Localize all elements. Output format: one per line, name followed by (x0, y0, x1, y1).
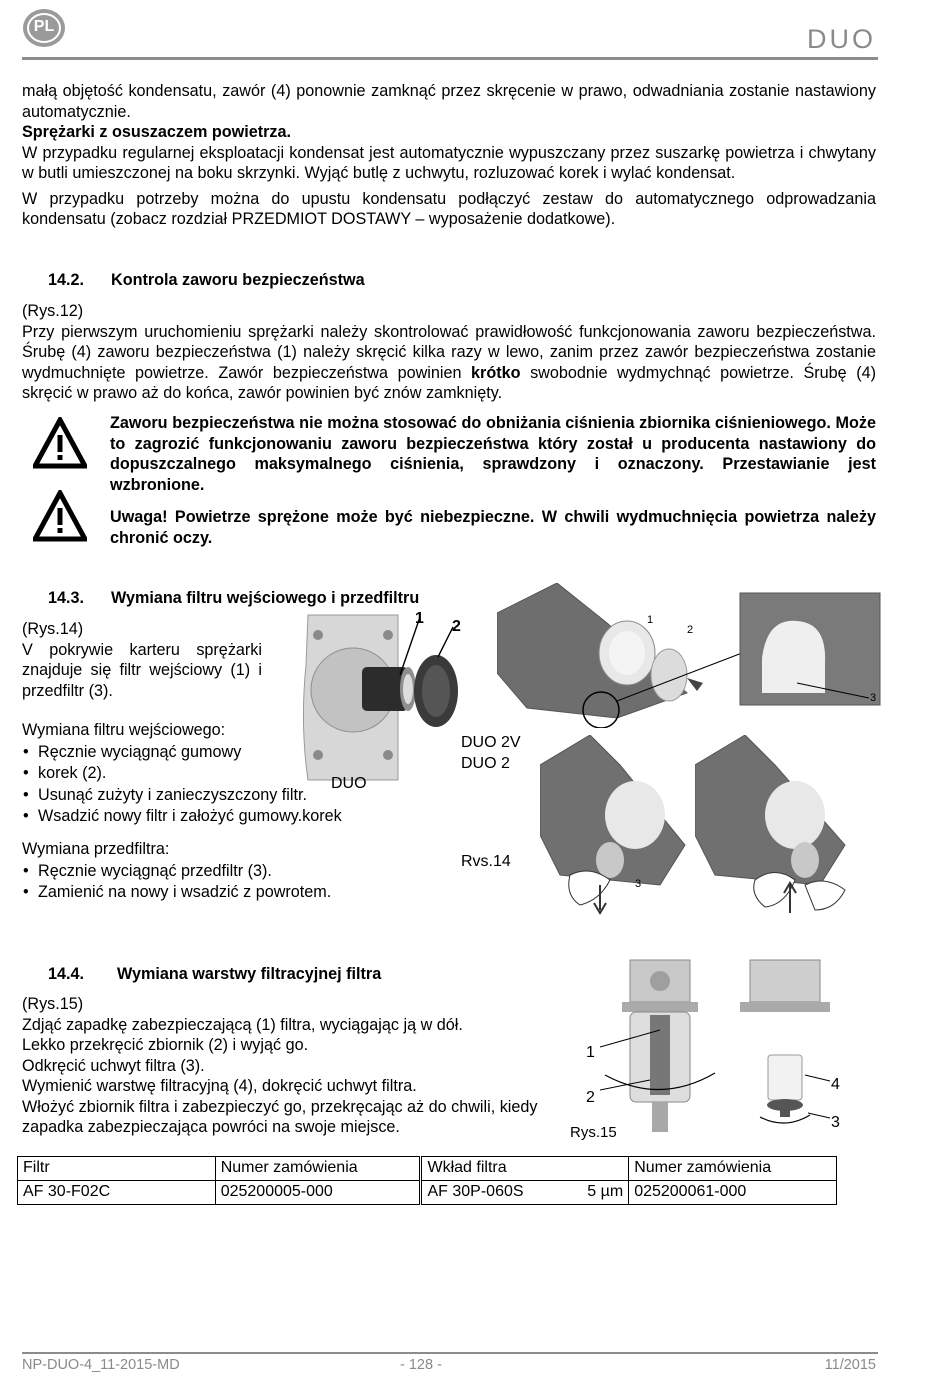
instructions-heading: Wymiana filtru wejściowego: (22, 721, 226, 739)
figure-air-filter (600, 955, 840, 1155)
paragraph-text: Przy pierwszym uruchomieniu sprężarki należy skontrolować prawidłowość funkcjonowania zaworu bezpieczeństwa. Śrubę (4) zaworu bezpieczeństwa (1) należy skręcić kilka razy w lewo, zanim przez zawór bezpieczeństwa zostanie wydmuchnięte powietrze. Zawór bezpieczeństwa powinien (22, 322, 876, 382)
section-title: Wymiana warstwy filtracyjnej filtra (117, 965, 382, 983)
language-badge (22, 8, 66, 48)
prefilter-steps-list (22, 861, 442, 904)
svg-text:2: 2 (687, 624, 694, 636)
filter-location-text: V pokrywie karteru sprężarki znajduje się filtr wejściowy (1) i przedfiltr (3). (22, 640, 262, 700)
svg-text:3: 3 (635, 878, 642, 890)
list-item: • Usunąć zużyty i zanieczyszczony filtr. (22, 785, 442, 807)
inlet-filter-instructions (22, 720, 442, 828)
svg-text:3: 3 (870, 692, 877, 704)
figure-callout-2: 2 (452, 618, 461, 635)
intro-paragraph-1: małą objętość kondensatu, zawór (4) ponownie zamknąć przez skręcenie w prawo, odwadniania zostanie nastawiony automatycznie. (22, 82, 876, 121)
list-item: • Ręcznie wyciągnąć przedfiltr (3). (22, 861, 442, 883)
header-rule (22, 57, 878, 60)
list-item: • Wsadzić nowy filtr i założyć gumowy.korek (22, 806, 442, 828)
list-item: • korek (2). (22, 763, 442, 785)
step-line: Zdjąć zapadkę zabezpieczającą (1) filtra, wyciągając ją w dół. (22, 1015, 463, 1034)
section-title: Wymiana filtru wejściowego i przedfiltru (111, 589, 420, 607)
intro-paragraph-3: W przypadku potrzeby można do upustu kondensatu podłączyć zestaw do automatycznego odprowadzania kondensatu (zobacz rozdział PRZEDMIOT DOSTAWY – wyposażenie dodatkowe). (22, 189, 876, 228)
warning-text-air: Uwaga! Powietrze sprężone może być niebezpieczne. W chwili wydmuchnięcia powietrza należy chronić oczy. (110, 508, 876, 547)
paragraph-text: swobodnie wydmychnąć powietrze. Śrubę (4) skręcić w prawo aż do końca, zawór powinien być znów zamknięty. (22, 363, 876, 402)
warning-icon (33, 490, 87, 542)
order-numbers-table (17, 1156, 837, 1205)
warning-icon (33, 417, 87, 469)
footer-rule (22, 1352, 878, 1354)
svg-text:1: 1 (647, 614, 654, 626)
step-line: Włożyć zbiornik filtra i zabezpieczyć go, przekręcając aż do chwili, kiedy zapadka zabezpieczająca powróci na swoje miejsce. (22, 1097, 538, 1136)
table-header-cell: Numer zamówienia (215, 1157, 421, 1181)
section-14-4-body (22, 994, 552, 1138)
section-14-3-intro (22, 619, 262, 701)
table-header-cell: Numer zamówienia (629, 1157, 837, 1181)
figure-duo2-bottom-right (695, 735, 855, 925)
figure-callout-1: 1 (415, 610, 424, 627)
table-row (18, 1181, 837, 1205)
filter-code: AF 30-F02C (18, 1181, 216, 1205)
figure-callout-2: 2 (586, 1089, 595, 1106)
filter-order-number: 025200005-000 (215, 1181, 421, 1205)
safety-valve-paragraph (22, 322, 876, 404)
intro-block (22, 81, 876, 230)
cartridge-size: 5 µm (587, 1183, 624, 1200)
section-number: 14.3. (48, 589, 85, 607)
section-14-4-heading (48, 965, 381, 984)
step-line: Lekko przekręcić zbiornik (2) i wyjąć go. (22, 1036, 309, 1054)
language-code: PL (33, 18, 55, 35)
footer-page-number: - 128 - (400, 1357, 442, 1373)
figure-ref: (Rys.14) (22, 620, 84, 638)
section-14-2-body (22, 301, 876, 404)
cartridge-code: AF 30P-060S (427, 1183, 524, 1200)
section-title: Kontrola zaworu bezpieczeństwa (111, 271, 365, 289)
inlet-steps-list (22, 742, 442, 828)
list-item: • Ręcznie wyciągnąć gumowy (22, 742, 442, 764)
footer-date: 11/2015 (824, 1357, 876, 1373)
prefilter-instructions (22, 839, 442, 904)
section-number: 14.4. (48, 965, 85, 983)
figure-model-label: DUO (331, 775, 367, 792)
figure-model-label: DUO 2V (461, 734, 521, 751)
figure-duo2-bottom-left (540, 735, 690, 925)
step-line: Odkręcić uchwyt filtra (3). (22, 1056, 205, 1075)
figure-callout-3: 3 (831, 1114, 840, 1131)
figure-callout-1: 1 (586, 1044, 595, 1061)
figure-caption: Rvs.14 (461, 853, 511, 870)
cartridge-cell (421, 1181, 629, 1205)
list-item: • Zamienić na nowy i wsadzić z powrotem. (22, 882, 442, 904)
figure-model-label: DUO 2 (461, 755, 510, 772)
instructions-heading: Wymiana przedfiltra: (22, 840, 170, 858)
emphasis-text: krótko (471, 363, 521, 382)
footer-document-code: NP-DUO-4_11-2015-MD (22, 1357, 180, 1373)
figure-caption: Rys.15 (570, 1124, 617, 1141)
figure-duo2-top (497, 583, 882, 728)
table-header-row (18, 1157, 837, 1181)
table-header-cell: Wkład filtra (421, 1157, 629, 1181)
intro-paragraph-2: W przypadku regularnej eksploatacji kondensat jest automatycznie wypuszczany przez suszarkę powietrza i chwytany w butli umieszczonej na boku skrzynki. Wyjąć butlę z uchwytu, rozluzować korek i wylać kondensat. (22, 143, 876, 182)
figure-ref: (Rys.12) (22, 302, 84, 320)
product-title: DUO (807, 24, 876, 54)
step-line: Wymienić warstwę filtracyjną (4), dokręcić uchwyt filtra. (22, 1077, 417, 1095)
warning-text-valve: Zaworu bezpieczeństwa nie można stosować do obniżania ciśnienia zbiornika ciśnieniowego. Może to zagrozić funkcjonowaniu zaworu bezpieczeństwa który został u producenta nastawiony do dopuszczalnego maksymalnego ciśnienia, sprawdzony i oznaczony. Przestawianie jest wzbronione. (110, 414, 876, 494)
figure-callout-4: 4 (831, 1076, 840, 1093)
dryer-subheading: Sprężarki z osuszaczem powietrza. (22, 123, 291, 141)
section-number: 14.2. (48, 271, 85, 289)
figure-ref: (Rys.15) (22, 995, 84, 1013)
table-header-cell: Filtr (18, 1157, 216, 1181)
cartridge-order-number: 025200061-000 (629, 1181, 837, 1205)
section-14-2-heading (48, 271, 365, 290)
